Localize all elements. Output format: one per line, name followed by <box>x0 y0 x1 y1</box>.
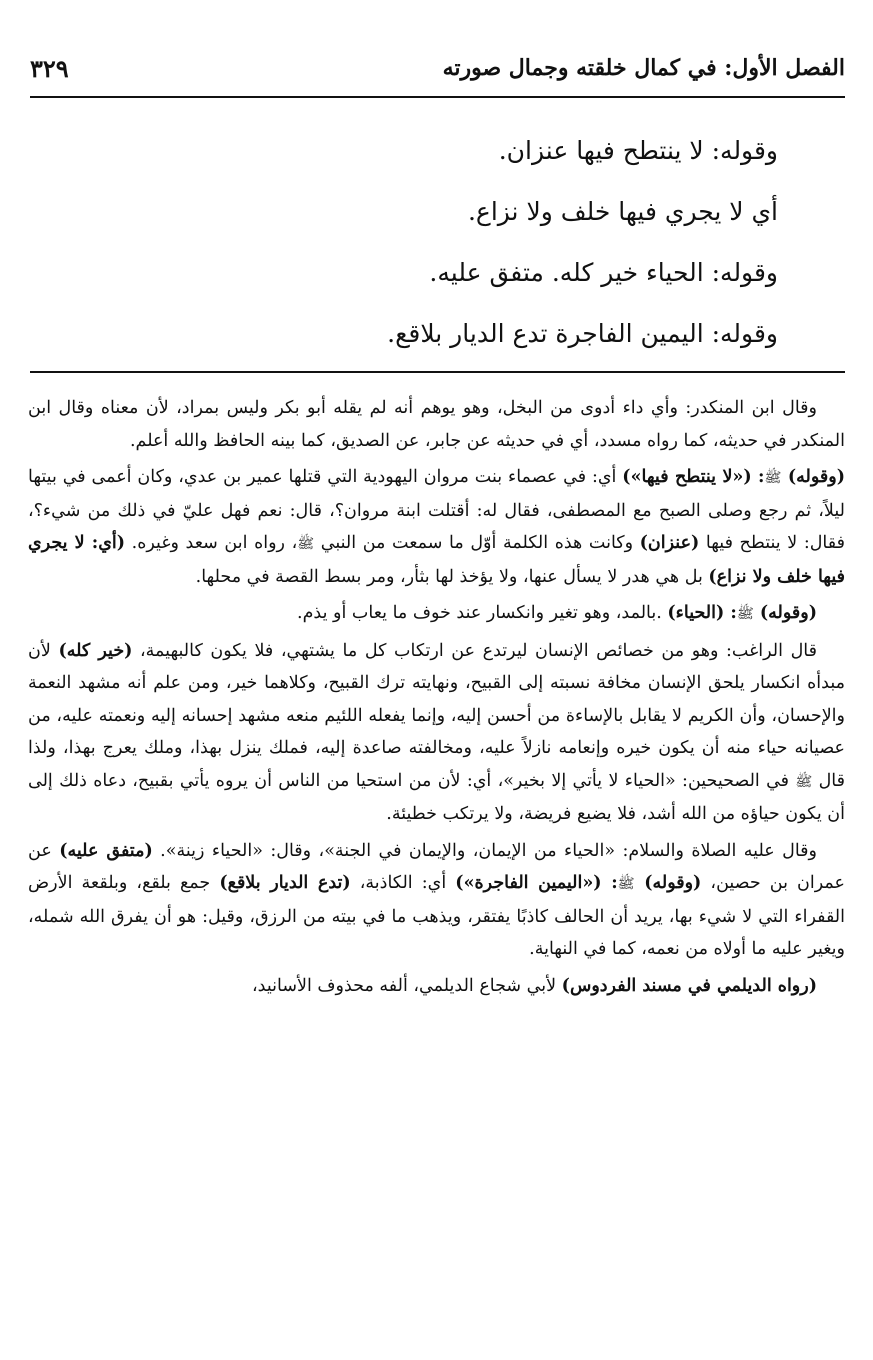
bold-phrase: (متفق عليه) <box>59 840 153 861</box>
bold-phrase: (تدع الديار بلاقع) <box>219 873 351 893</box>
commentary-paragraph <box>28 392 845 457</box>
bold-phrase: (أي: لا يجري فيها خلف ولا نزاع) <box>28 533 845 587</box>
paragraph-text: ، رواه ابن سعد وغيره. <box>125 533 298 553</box>
paragraph-text: عن عمران بن حصين، <box>28 840 845 893</box>
salawat-symbol: ﷺ <box>297 536 315 552</box>
salawat-symbol: ﷺ <box>764 470 782 486</box>
salawat-symbol: ﷺ <box>617 876 635 892</box>
paragraph-text: وكانت هذه الكلمة أوّل ما سمعت من النبي <box>314 533 640 553</box>
matn-text <box>120 120 778 364</box>
matn-line: وقوله: لا ينتطح فيها عنزان. <box>498 136 778 165</box>
bold-phrase: (وقوله) <box>634 873 702 893</box>
paragraph-text: .بالمد، وهو تغير وانكسار عند خوف ما يعاب أو يذم. <box>297 603 668 623</box>
matn-line: وقوله: الحياء خير كله. متفق عليه. <box>429 258 778 287</box>
section-divider <box>30 371 845 373</box>
matn-line: وقوله: اليمين الفاجرة تدع الديار بلاقع. <box>387 319 778 348</box>
commentary-paragraph <box>28 461 845 593</box>
paragraph-text: أي: في عصماء بنت مروان اليهودية التي قتلها عمير بن عدي، وكان أعمى في بيتها ليلاً، ثم رجع وصلى الصبح مع المصطفى، فقال له: أقتلت ابنة مروان؟، قال: نعم فهل عليّ في ذلك من شيء؟، فقال: لا ينتطح فيها <box>28 467 845 553</box>
commentary-paragraph <box>28 835 845 966</box>
paragraph-text: قال الراغب: وهو من خصائص الإنسان ليرتدع عن ارتكاب كل ما يشتهي، فلا يكون كالبهيمة، <box>132 640 817 661</box>
paragraph-text: في الصحيحين: «الحياء لا يأتي إلا بخير»، أي: لأن من استحيا من الناس أن يروه يأتي بقبيح، دعاه ذلك إلى أن يكون حياؤه من الله أشد، فلا يضيع فريضة، ولا يرتكب خطيئة. <box>28 770 845 824</box>
bold-phrase: (رواه الديلمي في مسند الفردوس) <box>561 975 817 996</box>
salawat-symbol: ﷺ <box>795 773 813 790</box>
page-header <box>30 48 845 98</box>
matn-line: أي لا يجري فيها خلف ولا نزاع. <box>467 197 778 226</box>
bold-phrase: (عنزان) <box>639 533 700 553</box>
paragraph-text: لأن مبدأه انكسار يلحق الإنسان مخافة نسبته إلى القبيح، ونهايته ترك القبيح، وكلاهما خير، ومن علم أنه مشهد النعمة والإحسان، وأن الكريم لا يقابل بالإساءة من أحسن إليه، وإنما يفعله اللئيم منعه مشهد إحسانه إليه ونعمته عليه، من عصيانه حياء منه أن يكون خيره وإنعامه نازلاً عليه، ومخالفته صاعدة إليه، فملك ينزل بهذا، وملك يعرج بهذا، ولذا قال <box>28 640 845 791</box>
bold-phrase: : («اليمين الفاجرة») <box>455 873 618 893</box>
salawat-symbol: ﷺ <box>736 606 754 622</box>
commentary-paragraph <box>28 597 845 631</box>
bold-phrase: (خير كله) <box>58 640 133 661</box>
commentary-paragraph <box>28 970 845 1003</box>
commentary-paragraph <box>28 635 845 831</box>
paragraph-text: أي: الكاذبة، <box>350 873 456 893</box>
bold-phrase: : («لا ينتطح فيها») <box>622 467 765 487</box>
paragraph-text: لأبي شجاع الديلمي، ألفه محذوف الأسانيد، <box>252 975 562 996</box>
page-number: ٣٢٩ <box>30 53 69 83</box>
bold-phrase: (وقوله) <box>781 467 845 487</box>
chapter-title: الفصل الأول: في كمال خلقته وجمال صورته <box>442 55 845 81</box>
bold-phrase: (وقوله) <box>753 603 817 623</box>
paragraph-text: جمع بلقع، وبلقعة الأرض القفراء التي لا شيء بها، يريد أن الحالف كاذبًا يفتقر، ويذهب ما في بيته من الرزق، وقيل: هو أن يفرق الله شمله، ويغير عليه ما أولاه من نعمه، كما في النهاية. <box>28 873 845 959</box>
paragraph-text: بل هي هدر لا يسأل عنها، ولا يؤخذ لها بثأر، ومر بسط القصة في محلها. <box>195 566 709 587</box>
commentary-text <box>28 392 845 1006</box>
bold-phrase: : (الحياء) <box>667 603 737 623</box>
paragraph-text: وقال ابن المنكدر: وأي داء أدوى من البخل، وهو يوهم أنه لم يقله أبو بكر وليس بمراد، لأن معناه وقال ابن المنكدر في حديثه، كما رواه مسدد، أي في حديثه عن جابر، عن الصديق، كما بينه الحافظ والله أعلم. <box>28 398 845 451</box>
paragraph-text: وقال عليه الصلاة والسلام: «الحياء من الإيمان، والإيمان في الجنة»، وقال: «الحياء زينة». <box>152 840 817 861</box>
